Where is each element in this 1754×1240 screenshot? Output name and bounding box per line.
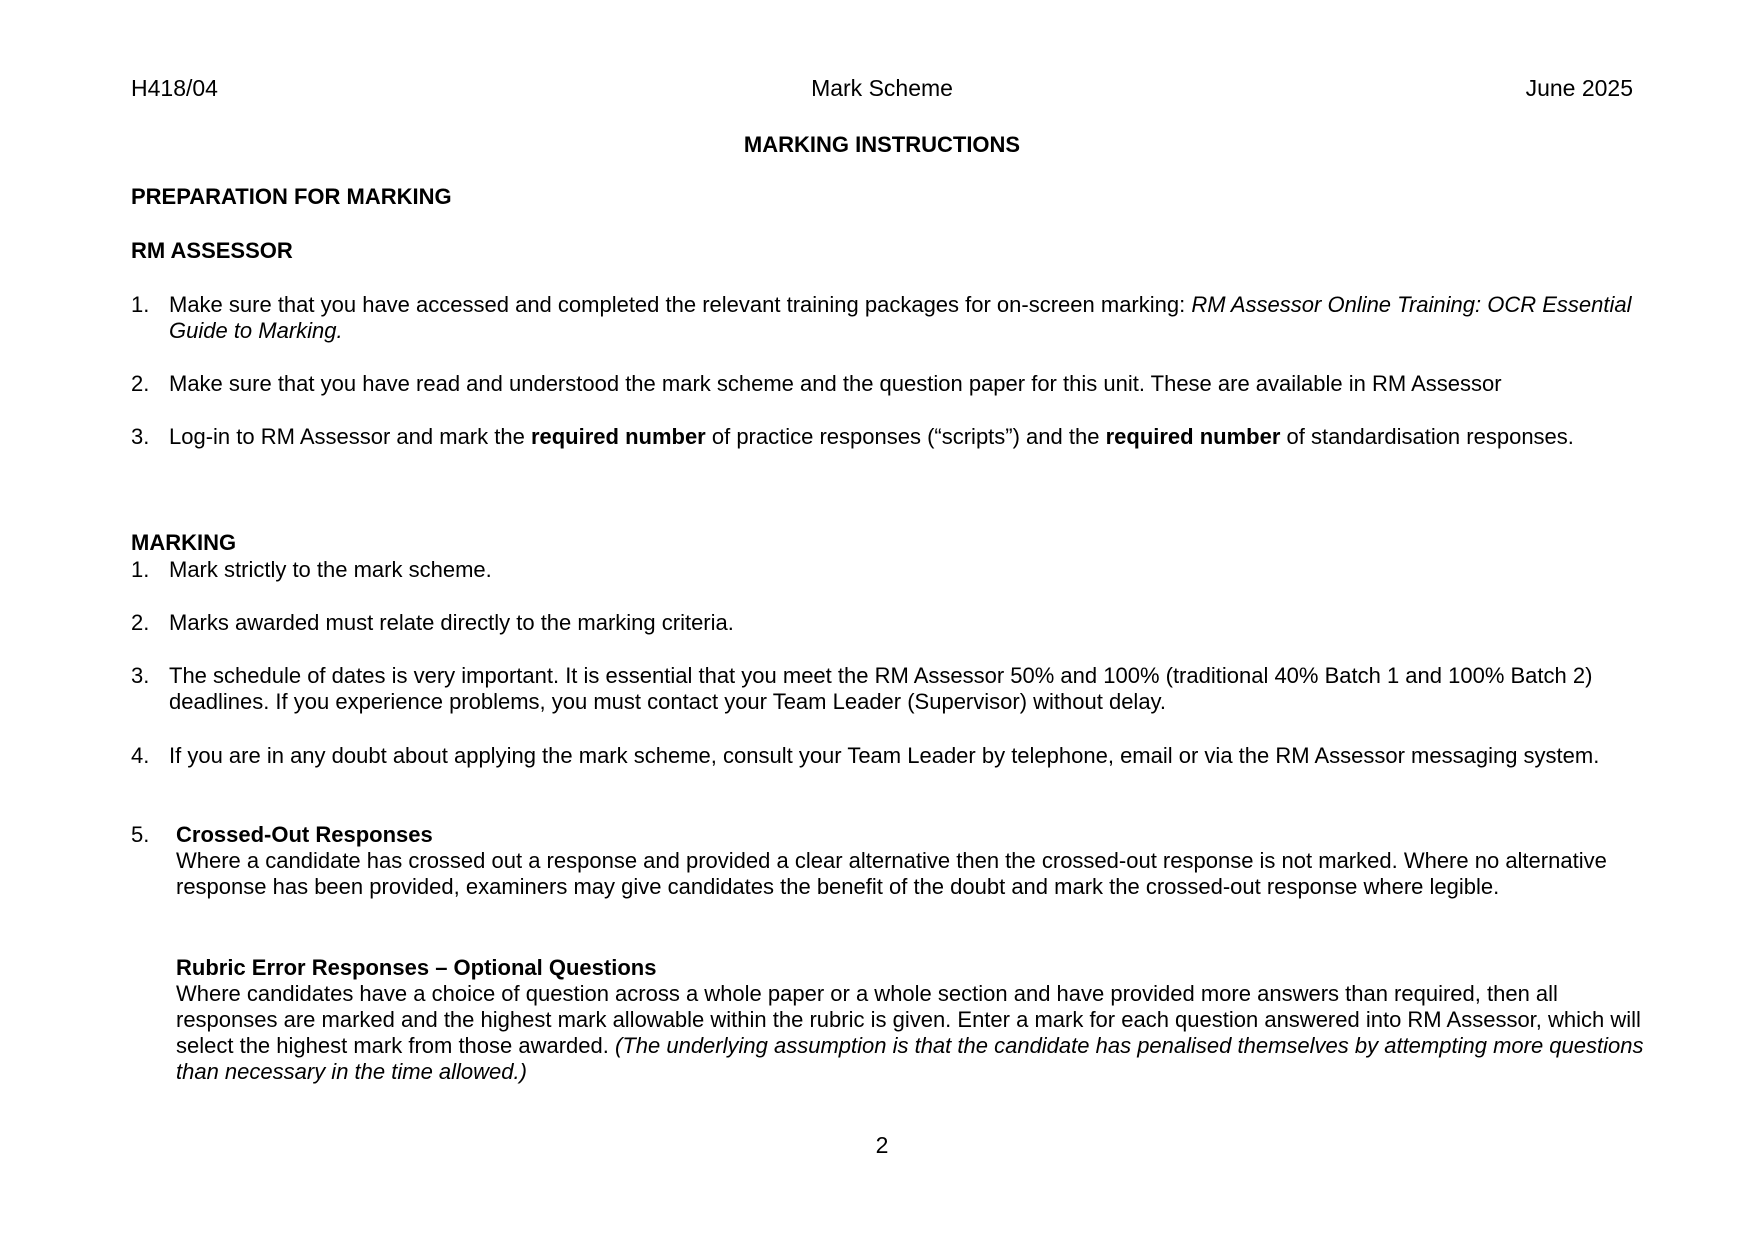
prep-item-1-text-main: Make sure that you have accessed and completed the relevant training packages for on-screen marking:: [169, 292, 1192, 317]
prep-item-3-number: 3.: [131, 424, 150, 449]
marking-heading: MARKING: [131, 530, 237, 555]
crossed-out-heading: Crossed-Out Responses: [176, 822, 433, 847]
crossed-out-text: Where a candidate has crossed out a response and provided a clear alternative then the crossed-out response is not marked. Where no alternative response has been provided, examiners may give candidates the benefit of the doubt and mark the crossed-out response where legible.: [176, 848, 1607, 899]
prep-item-3-text-a: Log-in to RM Assessor and mark the: [169, 424, 531, 449]
prep-item-3-bold-b: required number: [1105, 424, 1281, 449]
prep-item-1-number: 1.: [131, 292, 150, 317]
marking-item-2-text: Marks awarded must relate directly to the marking criteria.: [169, 610, 734, 635]
header-date: June 2025: [1525, 75, 1633, 101]
prep-item-2-number: 2.: [131, 371, 150, 396]
header-title: Mark Scheme: [811, 75, 953, 101]
prep-item-3-text-c: of standardisation responses.: [1280, 424, 1574, 449]
rm-assessor-subheading: RM ASSESSOR: [131, 238, 293, 263]
rubric-error-text-main: Where candidates have a choice of question across a whole paper or a whole section and have provided more answers than required, then all responses are marked and the highest mark allowable within the rubric is given. Enter a mark for each question answered into RM Assessor, which will select the highest mark from those awarded.: [176, 981, 1641, 1058]
marking-item-1-text: Mark strictly to the mark scheme.: [169, 557, 492, 582]
marking-item-2-number: 2.: [131, 610, 150, 635]
marking-item-5-number: 5.: [131, 822, 150, 847]
prep-item-1-text: [169, 292, 1639, 344]
preparation-heading: PREPARATION FOR MARKING: [131, 184, 452, 209]
prep-item-3-bold-a: required number: [530, 424, 706, 449]
prep-item-2-text: Make sure that you have read and understood the mark scheme and the question paper for this unit. These are available in RM Assessor: [169, 371, 1502, 396]
prep-item-3-text: [169, 424, 1639, 450]
prep-item-1-guide-title: RM Assessor Online Training: OCR Essential Guide to Marking: [169, 292, 1632, 343]
marking-item-3-number: 3.: [131, 663, 150, 688]
marking-item-1-number: 1.: [131, 557, 150, 582]
page-number: 2: [875, 1132, 889, 1158]
rubric-error-assumption: (The underlying assumption is that the candidate has penalised themselves by attempting more questions than necessary in the time allowed.): [176, 1033, 1644, 1084]
page-title: MARKING INSTRUCTIONS: [743, 132, 1021, 157]
marking-item-3-text: The schedule of dates is very important. It is essential that you meet the RM Assessor 50% and 100% (traditional 40% Batch 1 and 100% Batch 2) deadlines. If you experience problems, you must contact your Team Leader (Supervisor) without delay.: [169, 663, 1593, 714]
rubric-error-text: [176, 981, 1646, 1085]
header-paper-code: H418/04: [131, 75, 218, 101]
marking-item-4-text: If you are in any doubt about applying the mark scheme, consult your Team Leader by telephone, email or via the RM Assessor messaging system.: [169, 743, 1600, 768]
prep-item-1-text-end: .: [336, 318, 343, 343]
marking-item-4-number: 4.: [131, 743, 150, 768]
prep-item-3-text-b: of practice responses (“scripts”) and the: [705, 424, 1106, 449]
rubric-error-heading: Rubric Error Responses – Optional Questions: [176, 955, 657, 980]
